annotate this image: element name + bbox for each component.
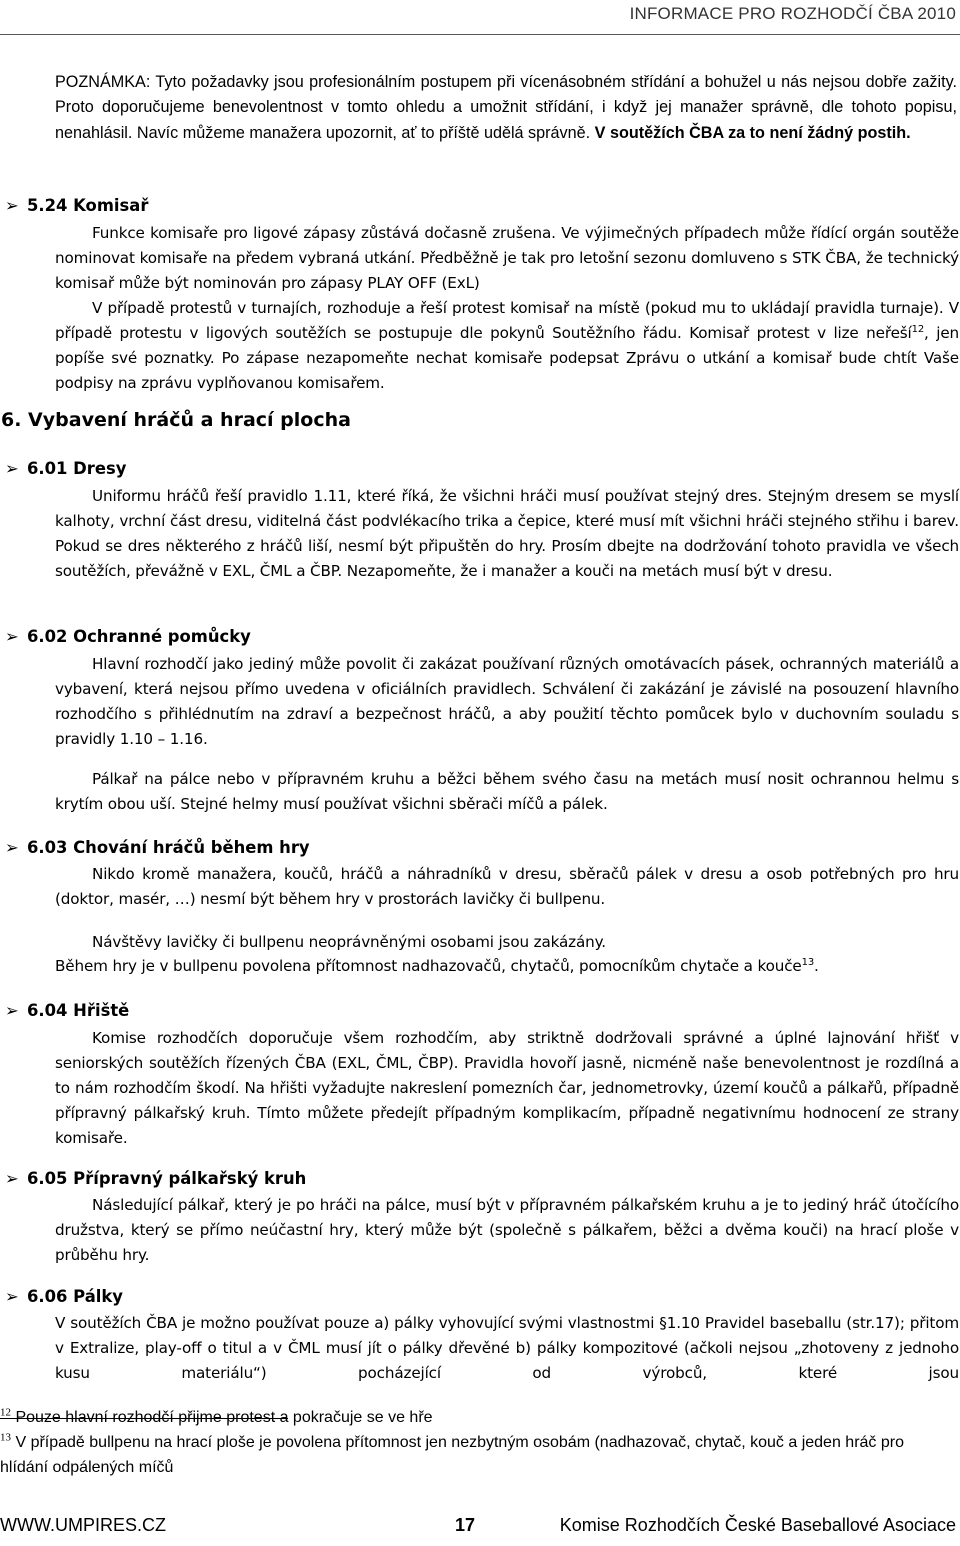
paragraph-6-03-a: Nikdo kromě manažera, koučů, hráčů a náhradníků v dresu, sběračů pálek v dresu a osob potřebných pro hru (doktor, masér, …) nesmí být během hry v prostorách lavičky či bullpenu. — [55, 865, 959, 909]
note-text: POZNÁMKA: Tyto požadavky jsou profesionálním postupem při vícenásobném střídání a bohužel u nás nejsou dobře zažity. Proto doporučujeme benevolentnost v tomto ohledu a umožnit střídání, i když jej manažer správně, dle tohoto popisu, nenahlásil. Navíc můžeme manažera upozornit, ať to příště udělá správně. — [55, 73, 957, 142]
heading-6-06-title: 6.06 Pálky — [27, 1287, 123, 1306]
arrow-bullet-icon: ➢ — [5, 1287, 19, 1306]
paragraph-5-24-b-end: , jen popíše své poznatky. Po zápase nezapomeňte nechat komisaře podepsat Zprávu o utkání a komisař bude chtít Vaše podpisy na zprávu vyplňovanou komisařem. — [55, 324, 959, 393]
note-bold-text: V soutěžích ČBA za to není žádný postih. — [594, 123, 911, 142]
footer-organization: Komise Rozhodčích České Baseballové Asociace — [559, 1515, 956, 1535]
page-footer — [0, 1515, 960, 1545]
heading-6-01-title: 6.01 Dresy — [27, 459, 127, 478]
arrow-bullet-icon: ➢ — [5, 459, 19, 478]
heading-6-02 — [5, 627, 251, 646]
footnote-12-number: 12 — [0, 1406, 11, 1419]
footnote-13 — [0, 1430, 955, 1480]
heading-6-01 — [5, 459, 126, 478]
arrow-bullet-icon: ➢ — [5, 1001, 19, 1020]
footnote-12 — [0, 1405, 955, 1430]
paragraph-6-03-c — [55, 954, 959, 979]
heading-6-04-title: 6.04 Hřiště — [27, 1001, 130, 1020]
arrow-bullet-icon: ➢ — [5, 1169, 19, 1188]
paragraph-5-24-b-text: V případě protestů v turnajích, rozhoduje a řeší protest komisař na místě (pokud mu to ukládají pravidla turnaje). V případě protestu v ligových soutěžích se postupuje dle pokynů Soutěžního řádu. Komisař protest v lize neřeší — [55, 299, 959, 343]
section-6-title: 6. Vybavení hráčů a hrací plocha — [1, 409, 351, 431]
heading-6-05 — [5, 1169, 306, 1188]
footnote-13-number: 13 — [0, 1431, 11, 1444]
heading-5-24 — [5, 196, 148, 215]
paragraph-6-03-c-end: . — [814, 957, 819, 975]
header-rule — [0, 34, 960, 35]
paragraph-6-05: Následující pálkař, který je po hráči na pálce, musí být v přípravném pálkařském kruhu a je to jediný hráč útočícího družstva, který se přímo neúčastní hry, který může být (společně s pálkařem, běžci a dvěma kouči) na hrací ploše v průběhu hry. — [55, 1196, 959, 1265]
footnote-13-text: V případě bullpenu na hrací ploše je povolena přítomnost jen nezbytným osobám (nadhazovač, chytač, kouč a jeden hráč pro hlídání odpálených míčů — [0, 1434, 904, 1476]
paragraph-6-02-b: Pálkař na pálce nebo v přípravném kruhu a běžci během svého času na metách musí nosit ochrannou helmu s krytím obou uší. Stejné helmy musí používat všichni sběrači míčů a pálek. — [55, 770, 959, 814]
heading-6-02-title: 6.02 Ochranné pomůcky — [27, 627, 251, 646]
paragraph-6-02-a: Hlavní rozhodčí jako jediný může povolit či zakázat používaní různých omotávacích pásek, ochranných materiálů a vybavení, která nejsou přímo uvedena v oficiálních pravidlech. Schválení či zakázání je závislé na posouzení hlavního rozhodčího s přihlédnutím na zdraví a bezpečnost hráčů, a aby použití těchto pomůcek bylo v duchovním souladu s pravidly 1.10 – 1.16. — [55, 655, 959, 749]
arrow-bullet-icon: ➢ — [5, 627, 19, 646]
running-header — [0, 0, 960, 34]
footer-page-number: 17 — [455, 1515, 476, 1535]
paragraph-6-06: V soutěžích ČBA je možno používat pouze a) pálky vyhovující svými vlastnostmi §1.10 Pravidel baseballu (str.17); přitom v Extralize, play-off o titul a v ČML musí jít o pálky dřevěné b) pálky kompozitové (ačkoli nejsou „zhotoveny z jednoho kusu materiálu“) pocházející od výrobců, které jsou — [55, 1314, 959, 1383]
paragraph-6-01: Uniformu hráčů řeší pravidlo 1.11, které říká, že všichni hráči musí používat stejný dres. Stejným dresem se myslí kalhoty, vrchní část dresu, viditelná část podvlékacího trika a čepice, které musí mít všichni hráči stejného střihu i barev. Pokud se dres některého z hráčů liší, nesmí být připuštěn do hry. Prosím dbejte na dodržování tohoto pravidla ve všech soutěžích, převážně v EXL, ČML a ČBP. Nezapomeňte, že i manažer a kouči na metách musí být v dresu. — [55, 487, 959, 581]
arrow-bullet-icon: ➢ — [5, 196, 19, 215]
footnote-ref-12: 12 — [911, 324, 925, 336]
footnote-ref-13: 13 — [801, 956, 815, 968]
arrow-bullet-icon: ➢ — [5, 838, 19, 857]
heading-6-04 — [5, 1001, 129, 1020]
heading-6-05-title: 6.05 Přípravný pálkařský kruh — [27, 1169, 307, 1188]
paragraph-6-03-b: Návštěvy lavičky či bullpenu neoprávněnými osobami jsou zakázány. — [92, 933, 606, 951]
paragraph-6-04: Komise rozhodčích doporučuje všem rozhodčím, aby striktně dodržovali správné a úplné lajnování hřišť v seniorských soutěžích řízených ČBA (EXL, ČML, ČBP). Pravidla hovoří jasně, nicméně naše benevolentnost je rozdílná a to nám rozhodčím škodí. Na hřišti vyžadujte nakreslení pomezních čar, jednometrovky, území koučů a pálkařů, případně přípravný pálkařský kruh. Tímto můžete předejít případným komplikacím, případně negativnímu hodnocení ze strany komisaře. — [55, 1029, 959, 1148]
paragraph-6-03-c-text: Během hry je v bullpenu povolena přítomnost nadhazovačů, chytačů, pomocníkům chytače a kouče — [55, 957, 802, 975]
heading-6-06 — [5, 1287, 123, 1306]
footnote-12-text: Pouze hlavní rozhodčí přijme protest a pokračuje se ve hře — [11, 1409, 433, 1426]
heading-6-03-title: 6.03 Chování hráčů během hry — [27, 838, 310, 857]
header-title: INFORMACE PRO ROZHODČÍ ČBA 2010 — [629, 4, 956, 23]
paragraph-5-24-a: Funkce komisaře pro ligové zápasy zůstává dočasně zrušena. Ve výjimečných případech může řídící orgán soutěže nominovat komisaře na předem vybraná utkání. Předběžně je tak pro letošní sezonu domluveno s STK ČBA, že technický komisař může být nominován pro zápasy PLAY OFF (ExL) — [55, 224, 959, 293]
heading-5-24-title: 5.24 Komisař — [27, 196, 149, 215]
note-paragraph — [55, 70, 957, 146]
paragraph-5-24-b — [55, 296, 959, 396]
heading-6-03 — [5, 838, 310, 857]
footer-website: WWW.UMPIRES.CZ — [0, 1515, 166, 1535]
